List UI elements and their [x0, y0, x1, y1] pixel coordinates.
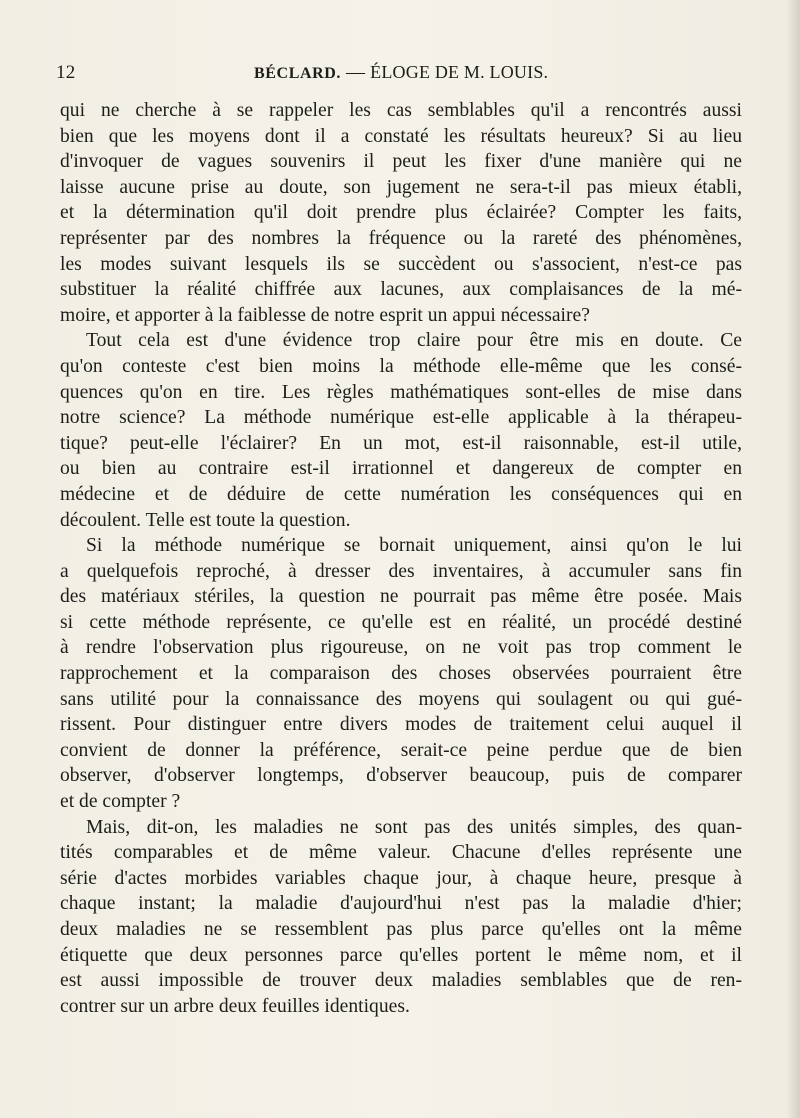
- paragraph: [60, 533, 742, 815]
- text-line: moire, et apporter à la faiblesse de notre esprit un appui nécessaire?: [60, 304, 590, 326]
- text-line: Tout cela est d'une évidence trop claire pour être mis en doute. Ce: [86, 330, 742, 352]
- text-line: d'invoquer de vagues souvenirs il peut les fixer d'une manière qui ne: [60, 151, 742, 173]
- text-line: tique? peut-elle l'éclairer? En un mot, est-il raisonnable, est-il utile,: [60, 432, 742, 454]
- text-line: médecine et de déduire de cette numération les conséquences qui en: [60, 483, 742, 505]
- header-author: BÉCLARD.: [254, 65, 342, 82]
- text-line: notre science? La méthode numérique est-elle applicable à la thérapeu-: [60, 407, 742, 429]
- text-line: a quelquefois reproché, à dresser des inventaires, à accumuler sans fin: [60, 560, 742, 582]
- text-line: rissent. Pour distinguer entre divers modes de traitement celui auquel il: [60, 714, 742, 736]
- text-line: deux maladies ne se ressemblent pas plus parce qu'elles ont la même: [60, 919, 742, 940]
- text-line: chaque instant; la maladie d'aujourd'hui n'est pas la maladie d'hier;: [60, 893, 742, 915]
- text-line: Mais, dit-on, les maladies ne sont pas des unités simples, des quan-: [86, 816, 742, 838]
- text-line: si cette méthode représente, ce qu'elle est en réalité, un procédé destiné: [60, 611, 742, 633]
- text-line: Si la méthode numérique se bornait uniquement, ainsi qu'on le lui: [86, 535, 742, 557]
- text-line: série d'actes morbides variables chaque jour, à chaque heure, presque à: [60, 867, 742, 889]
- body-text: [60, 98, 742, 1019]
- paragraph: [60, 815, 742, 1020]
- text-line: découlent. Telle est toute la question.: [60, 509, 351, 531]
- text-line: laisse aucune prise au doute, son jugement ne sera-t-il pas mieux établi,: [60, 176, 742, 198]
- text-line: observer, d'observer longtemps, d'observer beaucoup, puis de comparer: [60, 765, 742, 787]
- text-line: convient de donner la préférence, serait-ce peine perdue que de bien: [60, 739, 742, 761]
- text-line: sans utilité pour la connaissance des moyens qui soulagent ou qui gué-: [60, 688, 742, 710]
- page-edge-shadow: [786, 0, 800, 1118]
- paragraph: [60, 328, 742, 533]
- text-line: qu'on conteste c'est bien moins la méthode elle-même que les consé-: [60, 355, 742, 377]
- running-head: [56, 62, 736, 88]
- header-work-title: ÉLOGE DE M. LOUIS.: [370, 62, 549, 82]
- text-line: contrer sur un arbre deux feuilles identiques.: [60, 995, 410, 1017]
- text-line: rapprochement et la comparaison des choses observées pourraient être: [60, 663, 742, 685]
- text-line: tités comparables et de même valeur. Chacune d'elles représente une: [60, 842, 742, 864]
- text-line: et la détermination qu'il doit prendre plus éclairée? Compter les faits,: [60, 202, 742, 224]
- paragraph: [60, 98, 742, 328]
- text-line: substituer la réalité chiffrée aux lacunes, aux complaisances de la mé-: [60, 279, 742, 301]
- text-line: ou bien au contraire est-il irrationnel et dangereux de compter en: [60, 458, 742, 480]
- header-title: [254, 62, 548, 84]
- header-separator: —: [346, 62, 366, 83]
- text-line: quences qu'on en tire. Les règles mathématiques sont-elles de mise dans: [60, 381, 742, 403]
- text-line: les modes suivant lesquels ils se succèdent ou s'associent, n'est-ce pas: [60, 253, 742, 275]
- text-line: bien que les moyens dont il a constaté les résultats heureux? Si au lieu: [60, 125, 742, 147]
- text-line: à rendre l'observation plus rigoureuse, on ne voit pas trop comment le: [60, 637, 742, 659]
- text-line: et de compter ?: [60, 791, 181, 813]
- text-line: qui ne cherche à se rappeler les cas semblables qu'il a rencontrés aussi: [60, 100, 742, 121]
- text-line: des matériaux stériles, la question ne pourrait pas même être posée. Mais: [60, 586, 742, 608]
- text-line: est aussi impossible de trouver deux maladies semblables que de ren-: [60, 970, 742, 992]
- text-line: étiquette que deux personnes parce qu'elles portent le même nom, et il: [60, 944, 742, 966]
- text-line: représenter par des nombres la fréquence ou la rareté des phénomènes,: [60, 227, 742, 249]
- page-number: 12: [56, 62, 76, 83]
